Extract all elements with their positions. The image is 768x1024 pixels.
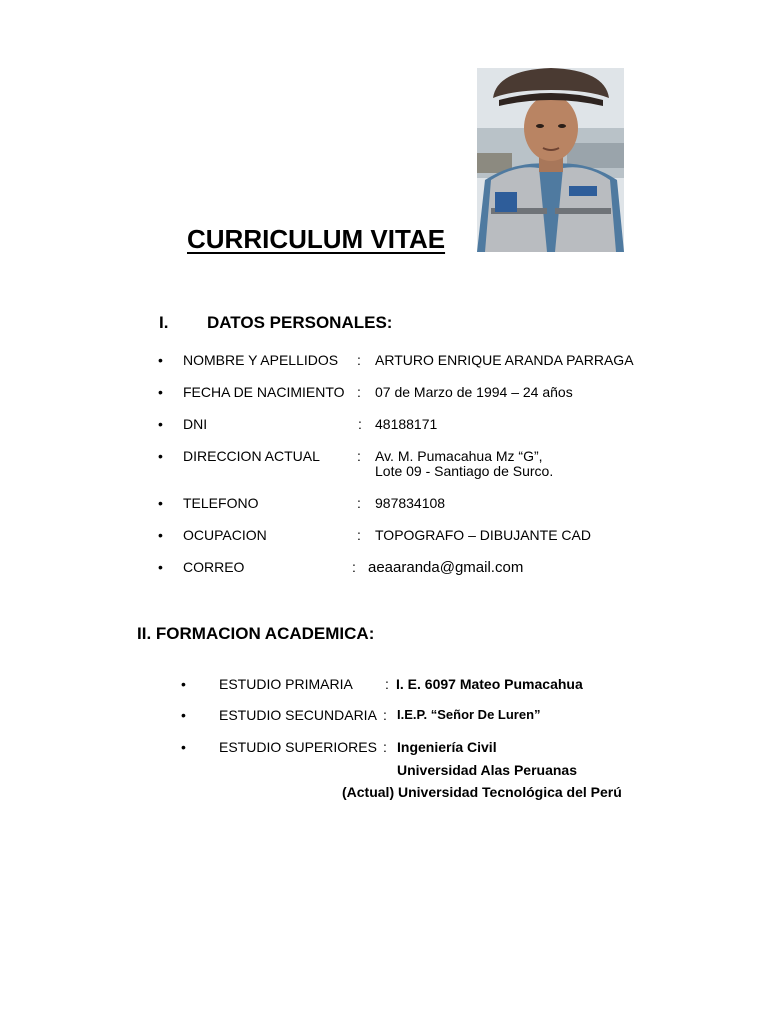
- section-title-academic: II. FORMACION ACADEMICA:: [137, 624, 375, 643]
- info-row-birthdate: [0, 384, 768, 404]
- field-value: I. E. 6097 Mateo Pumacahua: [396, 676, 583, 692]
- colon: :: [383, 707, 387, 723]
- info-row-dni: [0, 416, 768, 436]
- field-value: 07 de Marzo de 1994 – 24 años: [375, 384, 573, 400]
- page-title: CURRICULUM VITAE: [187, 224, 446, 254]
- profile-photo: [477, 68, 624, 252]
- bullet-icon: •: [158, 352, 163, 368]
- email-value: aeaaranda@gmail.com: [368, 559, 524, 576]
- edu-row-primary: [0, 676, 768, 696]
- edu-row-secondary: [0, 707, 768, 727]
- field-label: ESTUDIO PRIMARIA: [219, 676, 353, 692]
- bullet-icon: •: [158, 527, 163, 543]
- bullet-icon: •: [181, 676, 186, 692]
- colon: :: [357, 352, 361, 368]
- info-row-name: [0, 352, 768, 372]
- field-value: I.E.P. “Señor De Luren”: [397, 707, 541, 722]
- bullet-icon: •: [158, 559, 163, 575]
- edu-row-higher: [0, 739, 768, 800]
- colon: :: [383, 739, 387, 755]
- field-label: CORREO: [183, 559, 245, 575]
- field-value: Ingeniería Civil: [397, 739, 497, 755]
- field-label: DIRECCION ACTUAL: [183, 448, 320, 464]
- colon: :: [358, 416, 362, 432]
- colon: :: [357, 495, 361, 511]
- field-label: OCUPACION: [183, 527, 267, 543]
- bullet-icon: •: [158, 384, 163, 400]
- colon: :: [385, 676, 389, 692]
- colon: :: [357, 448, 361, 464]
- field-label: NOMBRE Y APELLIDOS: [183, 352, 339, 368]
- field-value-line3: (Actual) Universidad Tecnológica del Perú: [342, 784, 622, 800]
- field-label: TELEFONO: [183, 495, 259, 511]
- section-number: I.: [159, 313, 169, 332]
- field-value: 48188171: [375, 416, 438, 432]
- info-row-occupation: [0, 527, 768, 547]
- field-label: ESTUDIO SUPERIORES: [219, 739, 377, 755]
- field-value-line2: Universidad Alas Peruanas: [397, 762, 578, 778]
- colon: :: [352, 559, 356, 575]
- field-label: DNI: [183, 416, 208, 432]
- field-value: 987834108: [375, 495, 446, 511]
- field-value-line2: Lote 09 - Santiago de Surco.: [375, 463, 554, 479]
- colon: :: [357, 527, 361, 543]
- info-row-email: [0, 559, 768, 579]
- bullet-icon: •: [158, 495, 163, 511]
- field-value: Av. M. Pumacahua Mz “G”,: [375, 448, 543, 464]
- bullet-icon: •: [158, 416, 163, 432]
- bullet-icon: •: [181, 739, 186, 755]
- bullet-icon: •: [181, 707, 186, 723]
- info-row-phone: [0, 495, 768, 515]
- section-title: DATOS PERSONALES:: [207, 313, 393, 332]
- colon: :: [357, 384, 361, 400]
- field-value: TOPOGRAFO – DIBUJANTE CAD: [375, 527, 591, 543]
- field-label: ESTUDIO SECUNDARIA: [219, 707, 377, 723]
- field-value: ARTURO ENRIQUE ARANDA PARRAGA: [375, 352, 634, 368]
- field-label: FECHA DE NACIMIENTO: [183, 384, 345, 400]
- bullet-icon: •: [158, 448, 163, 464]
- info-row-address: [0, 448, 768, 479]
